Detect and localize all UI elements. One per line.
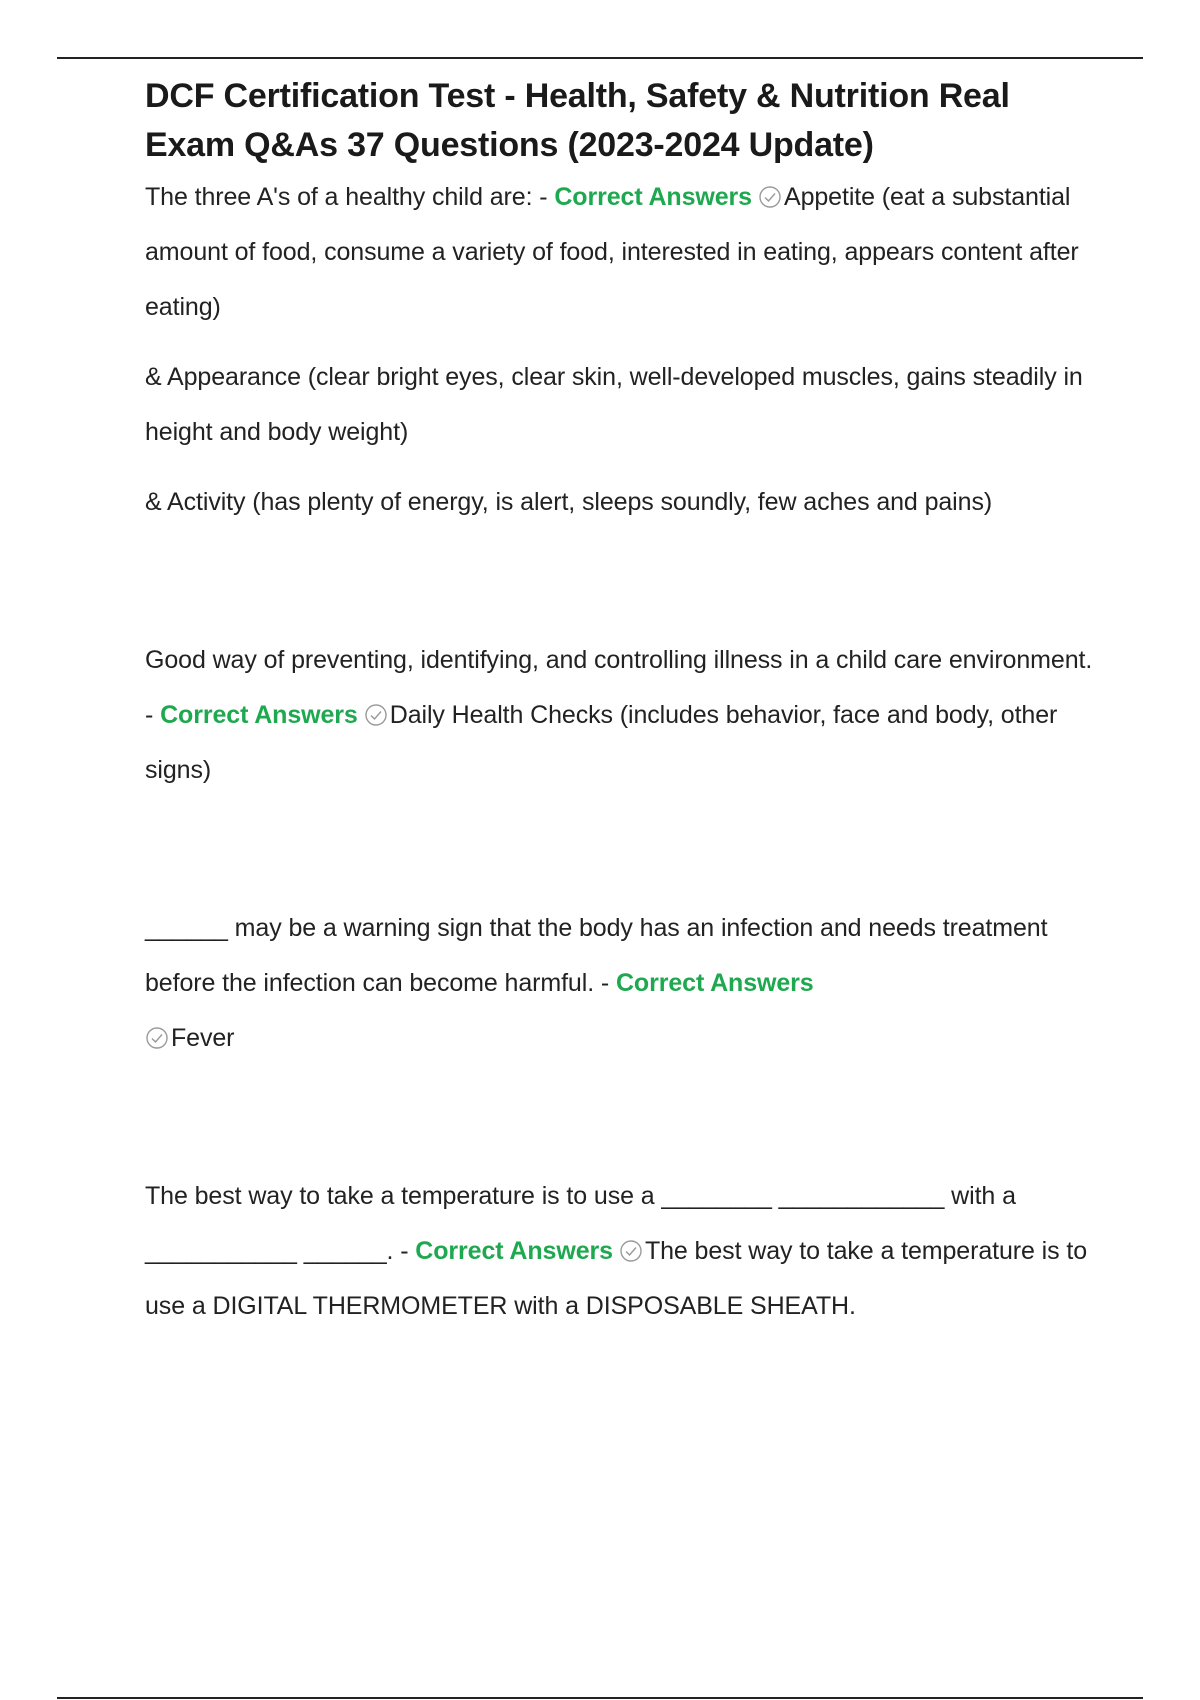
answer-continuation: & Appearance (clear bright eyes, clear skin, well-developed muscles, gains steadily in height and body weight) [145,363,1083,446]
check-circle-icon [145,1026,169,1050]
document-body [145,72,1105,1334]
qa-item [145,901,1105,1066]
answer-text: Daily Health Checks (includes behavior, face and body, other signs) [145,701,1058,784]
qa-paragraph [145,901,1105,1066]
qa-paragraph [145,170,1105,335]
bottom-rule [57,1697,1143,1699]
answer-text: The best way to take a temperature is to use a DIGITAL THERMOMETER with a DISPOSABLE SHEATH. [145,1237,1087,1320]
correct-answers-label: Correct Answers [415,1237,613,1265]
document-title: DCF Certification Test - Health, Safety & Nutrition Real Exam Q&As 37 Questions (2023-2024 Update) [145,77,1010,164]
top-rule [57,57,1143,59]
qa-item [145,633,1105,798]
correct-answers-label: Correct Answers [160,701,358,729]
check-circle-icon [619,1239,643,1263]
answer-text: Appetite (eat a substantial amount of food, consume a variety of food, interested in eating, appears content after eating) [145,183,1079,321]
answer-continuation: & Activity (has plenty of energy, is alert, sleeps soundly, few aches and pains) [145,488,993,516]
correct-answers-label: Correct Answers [554,183,752,211]
question-text: Good way of preventing, identifying, and controlling illness in a child care environment. - [145,646,1093,729]
question-text: The three A's of a healthy child are: - [145,183,555,211]
question-text: The best way to take a temperature is to use a ________ ____________ with a ___________ ______. - [145,1182,1016,1265]
check-circle-icon [758,185,782,209]
check-circle-icon [364,703,388,727]
question-text: ______ may be a warning sign that the body has an infection and needs treatment before the infection can become harmful. - [145,914,1048,997]
qa-item [145,170,1105,530]
qa-paragraph [145,1169,1105,1334]
qa-item [145,1169,1105,1334]
qa-paragraph [145,633,1105,798]
correct-answers-label: Correct Answers [615,969,814,997]
answer-text: Fever [171,1024,235,1052]
